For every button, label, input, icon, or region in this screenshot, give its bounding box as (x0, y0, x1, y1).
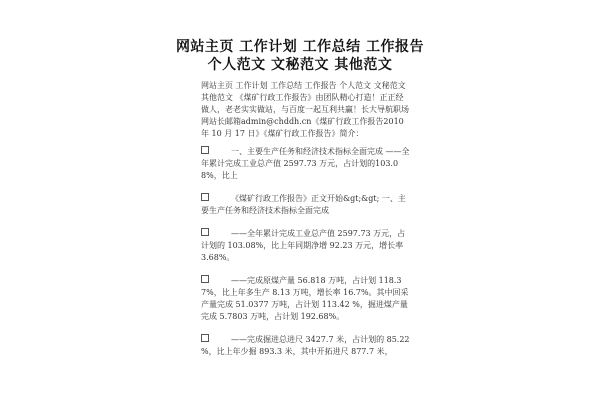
intro-paragraph: 网站主页 工作计划 工作总结 工作报告 个人范文 文秘范文 其他范文 《煤矿行政工作报告》由团队精心打造！正正经做人，老老实实做站，与百度一起互利共赢！长大导航职场网站长邮箱admin@chddh.cn《煤矿行政工作报告2010 年 10 月 17 日》《煤矿行政工作报告》简介： (201, 81, 409, 138)
list-item-text: ——全年累计完成工业总产值 2597.73 万元，占计划的 103.08%，比上年同期净增 92.23 万元，增长率 3.68%。 (201, 229, 406, 262)
checkbox-icon (201, 334, 209, 342)
site-nav-heading-line-1[interactable]: 网站主页 工作计划 工作总结 工作报告 (175, 39, 425, 55)
site-nav-heading-line-2[interactable]: 个人范文 文秘范文 其他范文 (207, 57, 393, 73)
list-item-text: ——完成掘进总进尺 3427.7 米，占计划的 85.22 %，比上年少掘 893.3 米，其中开拓进尺 877.7 米， (201, 335, 410, 356)
list-item-text: 《煤矿行政工作报告》正文开始&gt;&gt; 一、主要生产任务和经济技术指标全面完成 (201, 194, 406, 215)
list-item (201, 193, 411, 217)
list-item (201, 334, 411, 358)
list-item-text: ——完成原煤产量 56.818 万吨，占计划 118.37%，比上年多生产 8.13 万吨，增长率 16.7%。其中回采产量完成 51.0377 万吨，占计划 113.42 %，掘进煤产量完成 5.7803 万吨，占计划 192.68%。 (201, 276, 409, 321)
list-item (201, 228, 411, 264)
article-body (201, 80, 411, 369)
list-item (201, 146, 411, 182)
list-item (201, 275, 411, 323)
checkbox-icon (201, 228, 209, 236)
checkbox-icon (201, 275, 209, 283)
checkbox-icon (201, 146, 209, 154)
list-item-text: 一、主要生产任务和经济技术指标全面完成 ——全年累计完成工业总产值 2597.73 万元，占计划的103.08%，比上 (201, 147, 410, 180)
checkbox-icon (201, 193, 209, 201)
